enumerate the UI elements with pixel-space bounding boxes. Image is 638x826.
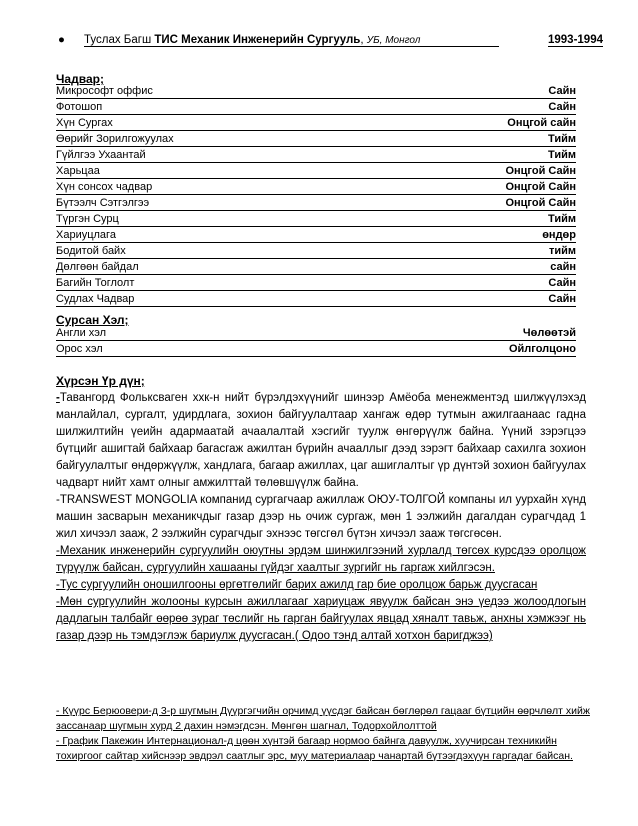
table-row — [56, 99, 576, 115]
row-value: Онцгой Сайн — [505, 165, 576, 177]
languages-title: Сурсан Хэл; — [56, 313, 129, 327]
table-row — [56, 115, 576, 131]
row-value: Ойлголцоно — [508, 343, 576, 355]
notes — [56, 704, 606, 764]
job-title-line — [84, 34, 499, 47]
row-label: Гүйлгээ Ухаантай — [56, 149, 146, 161]
row-label: Англи хэл — [56, 327, 107, 339]
job-header — [58, 34, 603, 50]
note-2: - График Пакежин Интернационал-д цөөн хүнтэй багаар нормоо байнга давуулж, хуучирсан техникийн тохиргоог сайтар хийснээр эвдрэл саатлыг эрс, муу материалаар чанартай бүтээгдэхүүн гаргадаг байсан. — [56, 735, 573, 762]
row-label: Орос хэл — [56, 343, 103, 355]
table-row — [56, 195, 576, 211]
table-row — [56, 147, 576, 163]
table-row — [56, 325, 576, 341]
row-value: Сайн — [548, 277, 576, 289]
achievement-5: -Мөн сургуулийн жолооны курсын ажиллагааг хариуцаж явуулж байсан энэ үедээ жолоодлогын дадлагын талбайг өөрөө зураг төслийг нь гарган байгуулах явцад хяналт тавьж, анхны хэмжээг нь газар дээр нь тэмдэглэж бариулж дуусгасан.( Одоо тэнд алтай хотхон баригджээ) — [56, 596, 586, 642]
row-value: Онцгой Сайн — [505, 181, 576, 193]
row-label: Бодитой байх — [56, 245, 126, 257]
paragraph-dash: - — [56, 392, 60, 404]
row-value: Онцгой Сайн — [505, 197, 576, 209]
table-row — [56, 341, 576, 357]
skills-title: Чадвар; — [56, 72, 104, 86]
languages-table — [56, 325, 576, 357]
row-value: Сайн — [548, 101, 576, 113]
row-value: тийм — [548, 245, 576, 257]
row-label: Бүтээлч Сэтгэлгээ — [56, 197, 150, 209]
row-value: сайн — [550, 261, 576, 273]
achievement-3: -Механик инженерийн сургуулийн оюутны эрдэм шинжилгээний хурлалд төгсөх курсдээ оролцож түрүүлж байсан, сургуулийн хашааны гүйдэг хаалтыг зургийг нь гаргаж хийлгэсэн. — [56, 545, 586, 574]
row-label: Өөрийг Зорилгожуулах — [56, 133, 174, 145]
table-row — [56, 83, 576, 99]
job-years: 1993-1994 — [548, 34, 603, 46]
table-row — [56, 275, 576, 291]
table-row — [56, 291, 576, 307]
table-row — [56, 227, 576, 243]
row-value: Тийм — [548, 149, 576, 161]
row-value: Тийм — [548, 133, 576, 145]
row-value: өндөр — [542, 229, 576, 241]
employer-name: ТИС Механик Инженерийн Сургууль — [154, 34, 361, 46]
row-label: Хариуцлага — [56, 229, 116, 241]
row-label: Микрософт оффис — [56, 85, 153, 97]
row-value: Чөлөөтэй — [522, 327, 576, 339]
bullet-icon: ● — [58, 34, 65, 46]
table-row — [56, 131, 576, 147]
job-location: УБ, Монгол — [366, 35, 421, 46]
table-row — [56, 179, 576, 195]
row-value: Сайн — [548, 85, 576, 97]
achievements-title: Хүрсэн Үр дүн; — [56, 374, 145, 388]
table-row — [56, 259, 576, 275]
table-row — [56, 163, 576, 179]
row-value: Онцгой сайн — [507, 117, 576, 129]
row-label: Дөлгөөн байдал — [56, 261, 139, 273]
row-label: Судлах Чадвар — [56, 293, 135, 305]
achievement-2: -TRANSWEST MONGOLIA компанид сургагчаар ажиллаж ОЮУ-ТОЛГОЙ компаны ил уурхайн хүнд машин засварын механикчдыг газар дээр нь очиж сургаж, мөн 1 ээлжийн дагалдан сурагчдад 1 жил хичээл зааж, 2 ээлжийн сурагчдыг эхнээс төгсгөл бүтэн хичээл зааж төгсгөсөн. — [56, 494, 586, 540]
row-value: Сайн — [548, 293, 576, 305]
row-label: Хүн Сургах — [56, 117, 113, 129]
note-1: - Күүрс Берюовери-д 3-р шугмын Дүүргэгчийн орчимд үүсдэг байсан бөглөрөл гацааг бүтцийн өөрчлөлт хийж зассанаар шугмын хурд 2 дахин нэмэгдсэн. Мөнгөн шагнал, Тодорхойлолттой — [56, 705, 590, 732]
separator: , — [360, 34, 367, 46]
table-row — [56, 243, 576, 259]
job-role: Туслах Багш — [84, 34, 155, 46]
achievement-paragraph — [56, 390, 586, 492]
row-label: Фотошоп — [56, 101, 103, 113]
row-label: Хүн сонсох чадвар — [56, 181, 153, 193]
achievement-1: Тавангорд Фольксваген ххк-н нийт бүрэлдэхүүнийг шинээр Амёоба менежментэд шилжүүлэхэд манлайлал, сургалт, удирдлага, зохион байгуулалтаар хангаж өдөр тутмын ажилгаанаас гадна шилжилтийн үеийн адармаатай ачаалалтай хэсгийг туулж өнгөрүүлж байна. Үүний зэрэгцээ бүтцийг ашигтай байхаар багасгаж ажилтан бүрийн ачааллыг дээд зэрэгт байхаар сахилга зохион байгуулалтыг өндөржүүлж, хандлага, багаар ажиллах, цаг ашиглалтыг үр дүнтэй зохион байгуулах чадварт нийт хамт олныг амжилттай төлөвшүүлж байна. — [56, 392, 586, 489]
skills-table — [56, 83, 576, 307]
row-label: Харьцаа — [56, 165, 100, 177]
table-row — [56, 211, 576, 227]
achievements-body — [56, 390, 586, 645]
row-label: Түргэн Сурц — [56, 213, 119, 225]
row-label: Багийн Тоглолт — [56, 277, 135, 289]
row-value: Тийм — [548, 213, 576, 225]
achievement-4: -Тус сургуулийн оношилгооны өргөтгөлийг барих ажилд гар бие оролцож барьж дуусгасан — [56, 579, 538, 591]
